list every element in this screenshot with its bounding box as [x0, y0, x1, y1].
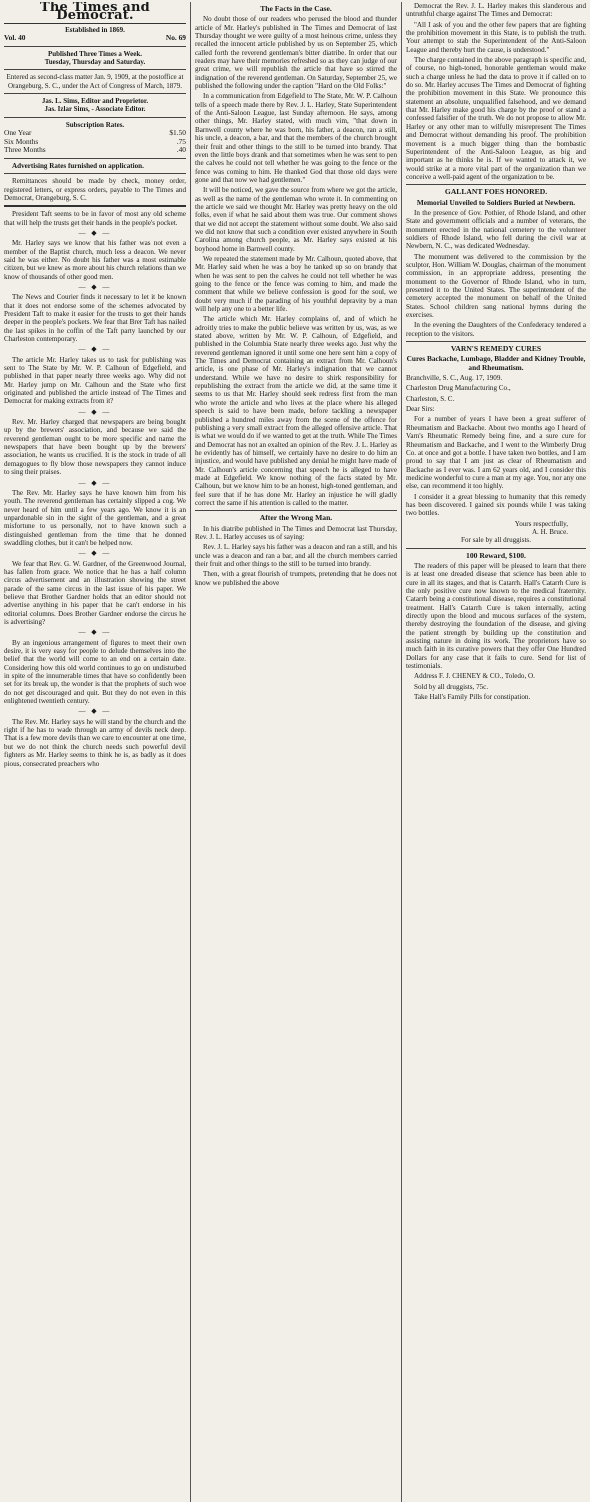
- ad-salutation: Dear Sirs:: [406, 405, 435, 414]
- rate-price: .75: [176, 136, 186, 146]
- rate-price: .40: [176, 145, 186, 155]
- ad-signature: A. H. Bruce.: [531, 527, 568, 536]
- remittances-notice: Remittances should be made by check, money order, registered letters, or express orders, payable to The Times and Democrat, Orangeburg, S. C.: [4, 177, 186, 202]
- article-heading: The Facts in the Case.: [260, 4, 332, 13]
- rate-label: One Year: [4, 128, 32, 138]
- issue-number: No. 69: [165, 33, 186, 43]
- volume-number: Vol. 40: [4, 33, 26, 43]
- article-paragraph: In a communication from Edgefield to The State, Mr. W. P. Calhoun tells of a speech made there by Rev. J. L. Harley, State Superintendent of the Anti-Saloon League, last Sunday afternoon. He says, among other things, Mr. Harley stated, with much vim, "that down in Barnwell county where he was born, his father, a deacon, ran a still, his uncle, a deacon, a bar, and that the members of the church brought their fruit and other things to the still to be turned into brandy. That even the little boys drank and that sometimes when he was sent to pen the calves he could not tell whether he was going to the fence or the fence was coming to him. He thanked God that those old days were gone and that now we had gentlemen.": [195, 92, 397, 184]
- days-line: Tuesday, Thursday and Saturday.: [44, 57, 146, 66]
- article-paragraph: Democrat the Rev. J. L. Harley makes this slanderous and untruthful charge against The Times and Democrat:: [406, 2, 586, 19]
- ad-heading: 100 Reward, $100.: [466, 550, 526, 560]
- ad-dateline: Branchville, S. C., Aug. 17, 1909.: [406, 374, 503, 383]
- article-heading: After the Wrong Man.: [259, 513, 333, 523]
- masthead-title: The Times and Democrat.: [4, 4, 186, 24]
- entered-notice: Entered as second-class matter Jan. 9, 1909, at the postoffice at Orangeburg, S. C., under the Act of Congress of March, 1879.: [6, 73, 184, 90]
- rate-label: Six Months: [4, 136, 39, 146]
- ad-paragraph: For a number of years I have been a great sufferer of Rheumatism and Backache. About two months ago I heard of Varn's Rheumatic Remedy being fine, and a sure cure for Rheumatism and Backache, and I went to the Wimberly Drug Co. at once and got a bottle. I have taken two bottles, and I am proud to say that I am just as clear of Rheumatism and Backache as I ever was. I am 62 years old, and I consider this medicine wonderful to cure a man at my age. You, nor any one else, can recommend it too highly.: [406, 415, 586, 491]
- article-paragraph: We repeated the statement made by Mr. Calhoun, quoted above, that Mr. Harley said when he was a boy he tanked up so on brandy that when he was sent to pen the calves he could not tell whether he was going to the fence or the fence was coming to him, and made the comment that while we believe confession is good for the soul, we doubt very much if the parading of his youthful depravity by a man will help any one to a better life.: [195, 254, 397, 314]
- article-paragraph: In his diatribe published in The Times and Democrat last Thursday, Rev. J. L. Harley accuses us of saying:: [195, 524, 397, 541]
- editorial-paragraph: Rev. Mr. Harley charged that newspapers are being bought up by the brewers' association, and because we said the reverend gentleman ought to be more specific and name the newspapers that have been bought up by the brewers' association, he wants us crucified. It is the stock in trade of all demagogues to fly blow those newspapers they cannot induce to sing their praises.: [4, 418, 186, 477]
- article-paragraph: In the presence of Gov. Pothier, of Rhode Island, and other State and government officials and a number of veterans, the monument erected in the national cemetery to the volunteer soldiers of Rhode Island, who fell during the civil war at Newbern, N. C., was dedicated Wednesday.: [406, 208, 586, 251]
- subscription-title: Subscription Rates.: [65, 120, 125, 129]
- editorial-paragraph: The Rev. Mr. Harley says he will stand by the church and the right if he has to wade through an army of devils neck deep. That is a few more devils than we care to encounter at one time, but we do not think the church needs such powerful devil fighters as Mr. Harley seems to think he is, as badly as it does pious, consecrated preachers who: [4, 717, 186, 768]
- editorial-paragraph: The News and Courier finds it necessary to let it be known that it does not endorse some of the schemes advocated by President Taft to make it easier for the trusts to get their hands deeper in the people's pockets. We fear that Brer Taft has nailed the last spikes in he coffin of the Taft party launched by our Charleston contemporary.: [4, 293, 186, 343]
- editorial-paragraph: President Taft seems to be in favor of most any old scheme that will help the trusts get their hands in the people's pocket.: [4, 210, 186, 227]
- editor-line-2: Jas. Izlar Sims, - Associate Editor.: [44, 105, 146, 114]
- volume-line: [4, 34, 186, 43]
- column-right: [402, 2, 590, 1502]
- ad-paragraph: The readers of this paper will be pleased to learn that there is at least one dreaded disease that science has been able to cure in all its stages, and that is Catarrh. Hall's Catarrh Cure is the only positive cure now known to the medical fraternity. Catarrh being a constitutional disease, requires a constitutional treatment. Hall's Catarrh Cure is taken internally, acting directly upon the blood and mucous surfaces of the system, thereby destroying the foundation of the disease, and giving the patient strength by building up the constitution and assisting nature in doing its work. The proprietors have so much faith in its curative powers that they offer One Hundred Dollars for any case that it fails to cure. Send for list of testimonials.: [406, 561, 586, 671]
- editorial-paragraph: We fear that Rev. G. W. Gardner, of the Greenwood Journal, has fallen from grace. We notice that he has a half column circus advertisement and an illustration showing the street parade of the same circus in the last issue of his paper. We believe that Brother Gardner holds that an editor should not advertise anything in his paper that he can't endorse in his editorial columns. Does Brother Gardner endorse the circus he is advertising?: [4, 559, 186, 626]
- rate-label: Three Months: [4, 145, 46, 155]
- article-paragraph: In the evening the Daughters of the Confederacy tendered a reception to the visitors.: [406, 321, 586, 338]
- published-line: Published Three Times a Week.: [47, 49, 143, 58]
- editorial-paragraph: Mr. Harley says we know that his father was not even a member of the Baptist church, much less a deacon. We never said he was either. No doubt his father was a most estimable citizen, but we knew as more about his church relations than we know of thousands of other good men.: [4, 239, 186, 281]
- established-line: Established in 1869.: [65, 25, 125, 34]
- column-left: The Times and Democrat. Established in 1869. Vol. 40 No. 69 Published Three Times a Week. Tuesday, Thursday and Saturday. Entered as second-class matter Jan. 9, 1909, at the postoffice at Orangeburg, S. C., under the Act of Congress of March, 1879. Jas. L. Sims, Editor and Proprietor. Jas. Izlar Sims, - Associate Editor. Subscription Rates. One Year $1.50 Six Months .75 Three Months .40 Advertising Rates furnished on application. Remittances should be made by check, money order, registered letters, or express orders, payable to The Times and Democrat, Orangeburg, S. C. President Taft seems to be in favor of most any old scheme that will help the trusts get their hands in the people's pocket. — ◆ — Mr. Harley says we know that his father was not even a member of the Baptist church, much less a deacon. We never said he was either. No doubt his father was a most estimable citizen, but we knew as more about his church relations than we know of thousands of other good men. — ◆ — The News and Courier finds it necessary to let it be known that it does not endorse some of the schemes advocated by President Taft to make it easier for the trusts to get their hands deeper in the people's pockets. We fear that Brer Taft has nailed the last spikes in he coffin of the Taft party launched by our Charleston contemporary. — ◆ — The article Mr. Harley takes us to task for publishing was sent to The State by Mr. W. P. Calhoun of Edgefield, and published in that paper nearly three weeks ago. Why did not Mr. Harley jump on Mr. Calhoun and the State who first originated and published the article instead of The Times and Democrat for making extracts from it? — ◆ — Rev. Mr. Harley charged that newspapers are being bought up by the brewers' association, and because we said the reverend gentleman ought to be more specific and name the newspapers that have been bought up by the brewers' association, he wants us crucified. It is the stock in trade of all demagogues to fly blow those newspapers they cannot induce to sing their praises. — ◆ — The Rev. Mr. Harley says he have known him from his youth. The reverend gentleman has certainly slipped a cog. We never heard of him until a few years ago. We know it is an unpardonable sin in the sight of the gentleman, and a great misfortune to us personally, not to have known such a distinguished gentleman from the time that he donned swaddling clothes, but it can't be helped now. — ◆ — We fear that Rev. G. W. Gardner, of the Greenwood Journal, has fallen from grace. We notice that he has a half column circus advertisement and an illustration showing the street parade of the same circus in the last issue of his paper. We believe that Brother Gardner holds that an editor should not advertise anything in his paper that he can't endorse in his editorial columns. Does Brother Gardner endorse the circus he is advertising? — ◆ — By an ingenious arrangement of figures to meet their own desire, it is very easy for people to delude themselves into the belief that the world will come to an end on a certain date. Considering how this old world continues to go on undisturbed in spite of the innumerable times that have so confidently been set for its break up, the wonder is that the prophets of such woe do not get discouraged and quit. But they do not even in this enlightened twentieth century. — ◆ — The Rev. Mr. Harley says he will stand by the church and the right if he has to wade through an army of devils neck deep. That is a few more devils than we care to encounter at one time, but we do not think the church needs such powerful devil fighters as Mr. Harley seems to think he is, as badly as it does pious, consecrated preachers who: [4, 2, 186, 768]
- ad-paragraph: I consider it a great blessing to humanity that this remedy has been discovered. I gained six pounds while I was taking two bottles.: [406, 492, 586, 518]
- editorial-paragraph: The Rev. Mr. Harley says he have known him from his youth. The reverend gentleman has certainly slipped a cog. We never heard of him until a few years ago. We know it is an unpardonable sin in the sight of the gentleman, and a great misfortune to us personally, not to have known such a distinguished gentleman from the time that he donned swaddling clothes, but it can't be helped now.: [4, 488, 186, 547]
- ad-heading: VARN'S REMEDY CURES: [450, 344, 542, 354]
- ad-address: Charleston Drug Manufacturing Co.,: [406, 384, 511, 393]
- ad-paragraph: Address F. J. CHENEY & CO., Toledo, O.: [414, 672, 535, 681]
- advertising-notice: Advertising Rates furnished on application.: [12, 161, 144, 170]
- rate-price: $1.50: [169, 128, 186, 138]
- ad-address: Charleston, S. C.: [406, 394, 455, 403]
- article-paragraph: It will be noticed, we gave the source from where we got the article, as well as the name of the gentleman who wrote it. In commenting on the article we said we thought Mr. Harley was pretty heavy on the old folks, even if what he said about them was true. Our comment shows that we did not accept the statement without some doubt. We also said we did not know that such a condition ever existed anywhere in South Carolina among church people, as Mr. Harley says existed at his boyhood home in Barnwell county.: [195, 186, 397, 253]
- article-paragraph: The charge contained in the above paragraph is specific and, of course, no high-toned, honorable gentleman would make such a charge unless he had the data to prove it if called on to do so. Mr. Harley accuses The Times and Democrat of fighting the prohibition movement in this State. We pronounce this statement an absolute, unqualified falsehood, and we demand that Mr. Harley make good his charge by the proof or stand a confessed falsifier of the truth. We do not propose to allow Mr. Harley or any other man to wilfully misrepresent The Times and Democrat without demanding his proof. The prohibition movement is a much bigger thing than the bombastic Superintendent of the Anti-Saloon League, as big and important as he thinks he is. If we wanted to attack it, we would strike at a more vital part of the organization than we conceive a well-paid agent of the organization to be.: [406, 56, 586, 181]
- ad-subheading: Cures Backache, Lumbago, Bladder and Kidney Trouble, and Rheumatism.: [406, 354, 586, 372]
- editorial-paragraph: The article Mr. Harley takes us to task for publishing was sent to The State by Mr. W. P. Calhoun of Edgefield, and published in that paper nearly three weeks ago. Why did not Mr. Harley jump on Mr. Calhoun and the State who first originated and published the article instead of The Times and Democrat for making extracts from it?: [4, 355, 186, 406]
- article-paragraph: No doubt those of our readers who perused the blood and thunder article of Mr. Harley's published in The Times and Democrat of last Thursday thought we were guilty of a most heinous crime, unless they recalled the innocent article published by us on September 25, which called forth the reverend gentleman's bitter diatribe. In order that our readers may have their memories refreshed so as they can judge of our great crime, we will republish the article that have so stirred the indignation of the reverend gentleman. On Saturday, September 25, we published the following under the caption "Hard on the Old Folks:": [195, 15, 397, 91]
- column-middle: [191, 2, 401, 1502]
- article-paragraph: "All I ask of you and the other few papers that are fighting the prohibition movement in this State, is to publish the truth. Your attempt to stab the Superintendent of the Anti-Saloon League and thereby hurt the cause, is understood.": [406, 20, 586, 54]
- editor-line-1: Jas. L. Sims, Editor and Proprietor.: [41, 97, 149, 105]
- subscription-rates: [4, 129, 186, 155]
- article-paragraph: The monument was delivered to the commission by the sculptor, Hon. William W. Douglas, chairman of the monument commission, in an appropriate address, presenting the monument to the Governor of Rhode Island, who in turn, presented it to the United States. The superintendent of the cemetery accepted the monument on behalf of the United States. School children sang national hymns during the exercises.: [406, 252, 586, 320]
- ad-closing: Yours respectfully,: [514, 519, 568, 528]
- article-paragraph: Rev. J. L. Harley says his father was a deacon and ran a still, and his uncle was a deacon and ran a bar, and all the church members carried their fruit and other things to the still to be turned into brandy.: [195, 543, 397, 568]
- article-heading: GALLANT FOES HONORED.: [444, 187, 548, 197]
- article-subheading: Memorial Unveiled to Soldiers Buried at Newbern.: [416, 197, 576, 207]
- ad-paragraph: Take Hall's Family Pills for constipation.: [414, 693, 531, 702]
- ad-footer: For sale by all druggists.: [461, 536, 531, 545]
- editorial-paragraph: By an ingenious arrangement of figures to meet their own desire, it is very easy for people to delude themselves into the belief that the world will come to an end on a certain date. Considering how this old world continues to go on undisturbed in spite of the innumerable times that have so confidently been set for its break up, the wonder is that the prophets of such woe do not get discouraged and quit. But they do not even in this enlightened twentieth century.: [4, 638, 186, 706]
- ad-paragraph: Sold by all druggists, 75c.: [414, 682, 489, 691]
- article-paragraph: Then, with a great flourish of trumpets, pretending that he does not know we published the above: [195, 570, 397, 587]
- article-paragraph: The article which Mr. Harley complains of, and of which he adroitly tries to make the public believe was written by us, was, as we stated above, written by Mr. W. P. Calhoun, of Edgefield, and published in the Columbia State nearly three weeks ago. Just why the reverend gentleman ignored it until some one here sent him a copy of The Times and Democrat containing an extract from Mr. Calhoun's article, is one phase of Mr. Harley's indignation that we cannot understand. While we have no desire to shirk responsibility for republishing the extract from the article we did, at the same time it seems to us that Mr. Harley should seek redress first from the man who wrote the article and who lives at the place where his alleged speech is said to have been made, before tackling a newspaper published a hundred miles away from the scene of the offence for publishing a very small extract from the alleged offensive article. That is what we would do if we wanted to get at the truth. While The Times and Democrat has not an exalted an opinion of the Rev. J. L. Harley as he evidently has of himself, we certainly have no desire to do him an injustice, and would have published any denial he might have made of Mr. Calhoun's article concerning that speech he is alleged to have made at Edgefield. We know nothing of the facts stated by Mr. Calhoun, but we know him to be an honest, high-toned gentleman, and feel sure that if he has done Mr. Harley an injustice he will gladly correct the same if his attention is called to the matter.: [195, 315, 397, 507]
